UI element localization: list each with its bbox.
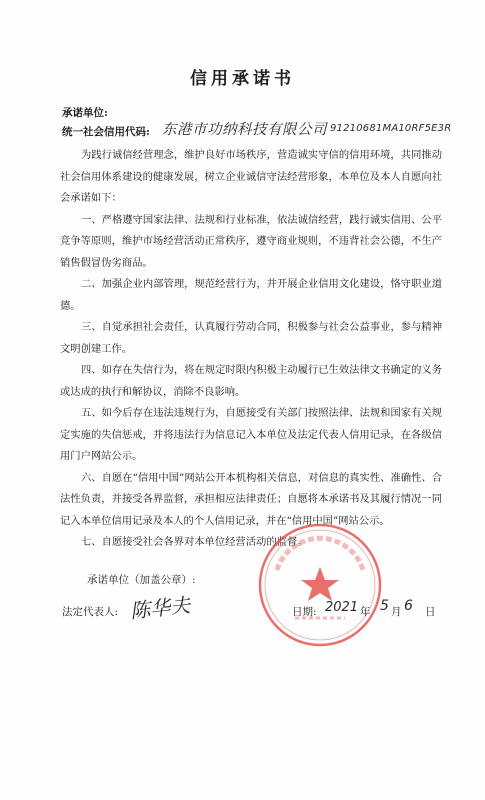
credit-code-label: 统一社会信用代码: [62, 126, 150, 138]
clause-5: 五、如今后存在违法违规行为，自愿接受有关部门按照法律、法规和国家有关规定实施的失信惩戒，并将违法行为信息记入本单位及法定代表人信用记录，在各级信用门户网站公示。 [60, 407, 442, 462]
commitment-body [60, 145, 442, 554]
credit-code-handwritten: 91210681MA10RF5E3R [330, 123, 452, 134]
date-day-handwritten: 6 [404, 598, 413, 614]
date-year-handwritten: 2021 [325, 600, 359, 615]
clause-4: 四、如存在失信行为，将在规定时限内积极主动履行已生效法律文书确定的义务或达成的执行和解协议，消除不良影响。 [60, 364, 442, 398]
sign-unit-label: 承诺单位（加盖公章）: [87, 574, 196, 586]
clause-3: 三、自觉承担社会责任，认真履行劳动合同，积极参与社会公益事业，参与精神文明创建工作。 [60, 321, 442, 355]
official-seal-icon [255, 520, 385, 650]
day-char: 日 [425, 606, 436, 618]
commitment-unit-label: 承诺单位: [62, 107, 108, 119]
clause-2: 二、加强企业内部管理，规范经营行为，并开展企业信用文化建设，恪守职业道德。 [60, 278, 442, 312]
clause-7: 七、自愿接受社会各界对本单位经营活动的监督。 [81, 536, 308, 548]
company-name-handwritten: 东港市功纳科技有限公司 [162, 122, 327, 138]
month-char: 月 [391, 606, 402, 618]
clause-1: 一、严格遵守国家法律、法规和行业标准，依法诚信经营，践行诚实信用、公平竞争等原则，维护市场经营活动正常秩序，遵守商业规则，不违背社会公德，不生产销售假冒伪劣商品。 [60, 213, 442, 269]
document-title: 信用承诺书 [190, 69, 295, 89]
intro-paragraph: 为践行诚信经营理念，维护良好市场秩序，营造诚实守信的信用环境，共同推动社会信用体系建设的健康发展，树立企业诚信守法经营形象，本单位及本人自愿向社会承诺如下： [60, 149, 442, 204]
date-month-handwritten: 5 [380, 598, 389, 614]
year-char: 年 [360, 606, 371, 618]
legal-rep-signature: 陈华夫 [129, 592, 192, 624]
date-label: 日期: [292, 606, 317, 618]
clause-6: 六、自愿在“信用中国”网站公开本机构相关信息，对信息的真实性、准确性、合法性负责，并接受各界监督，承担相应法律责任；自愿将本承诺书及其履行情况一同记入本单位信用记录及本人的个人信用记录，并在“信用中国”网站公示。 [60, 471, 442, 527]
legal-rep-label: 法定代表人: [62, 606, 119, 618]
